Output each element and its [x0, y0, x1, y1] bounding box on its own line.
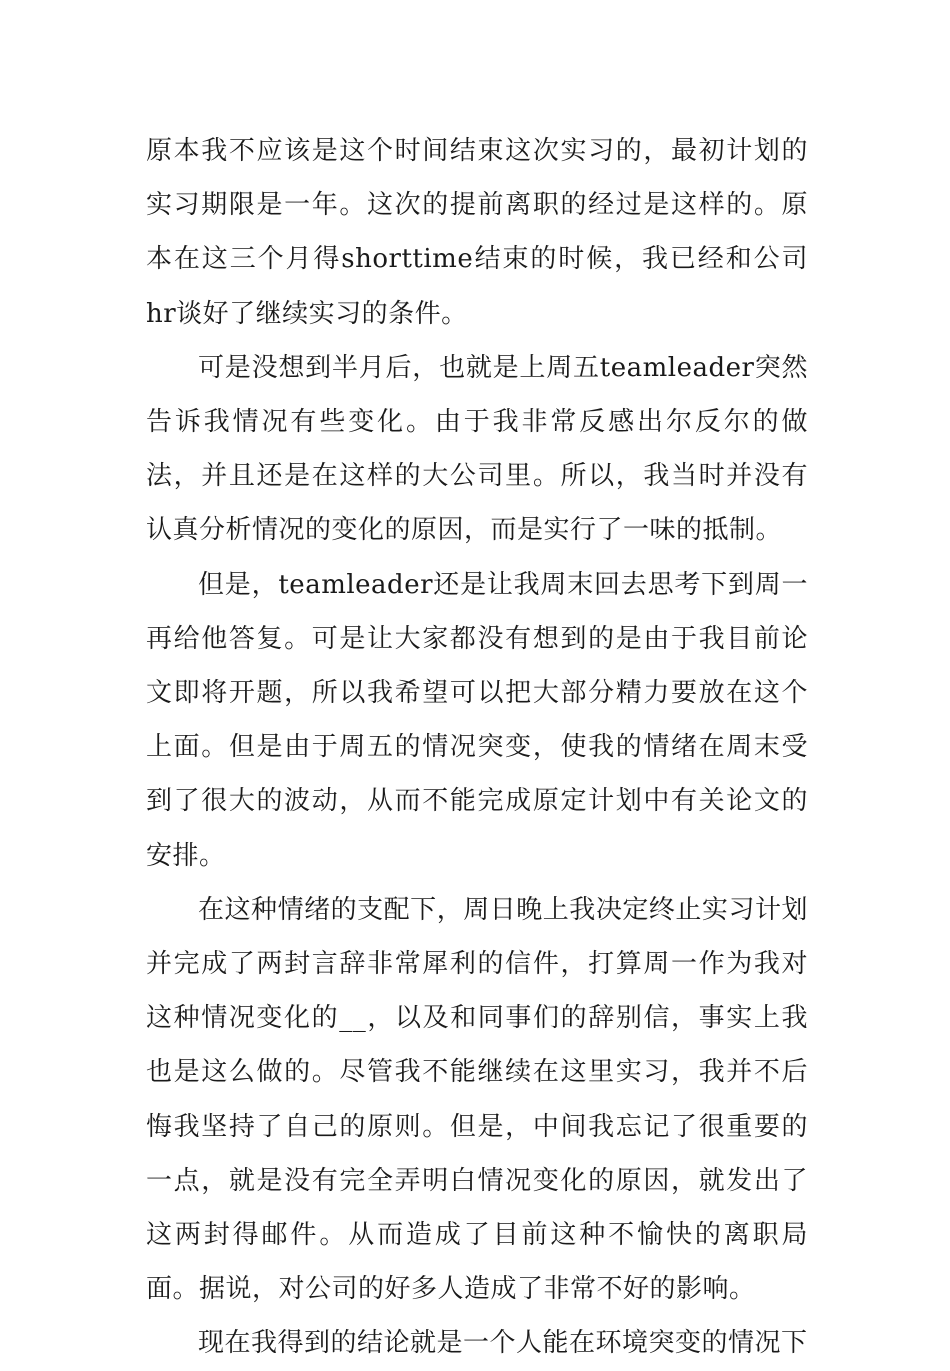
paragraph-4: 在这种情绪的支配下，周日晚上我决定终止实习计划并完成了两封言辞非常犀利的信件，打算周一作为我对这种情况变化的__，以及和同事们的辞别信，事实上我也是这么做的。尽管我不能继续在这里实习，我并不后悔我坚持了自己的原则。但是，中间我忘记了很重要的一点，就是没有完全弄明白情况变化的原因，就发出了这两封得邮件。从而造成了目前这种不愉快的离职局面。据说，对公司的好多人造成了非常不好的影响。: [146, 894, 808, 1305]
paragraph-3: 但是，teamleader还是让我周末回去思考下到周一再给他答复。可是让大家都没有想到的是由于我目前论文即将开题，所以我希望可以把大部分精力要放在这个上面。但是由于周五的情况突变，使我的情绪在周末受到了很大的波动，从而不能完成原定计划中有关论文的安排。: [146, 569, 808, 871]
paragraph-5: 现在我得到的结论就是一个人能在环境突变的情况下: [198, 1328, 808, 1359]
paragraph-2: 可是没想到半月后，也就是上周五teamleader突然告诉我情况有些变化。由于我非常反感出尔反尔的做法，并且还是在这样的大公司里。所以，我当时并没有认真分析情况的变化的原因，而是实行了一味的抵制。: [146, 352, 808, 546]
paragraph-1: 原本我不应该是这个时间结束这次实习的，最初计划的实习期限是一年。这次的提前离职的经过是这样的。原本在这三个月得shorttime结束的时候，我已经和公司hr谈好了继续实习的条件。: [146, 136, 808, 329]
document-body: [146, 124, 808, 1371]
